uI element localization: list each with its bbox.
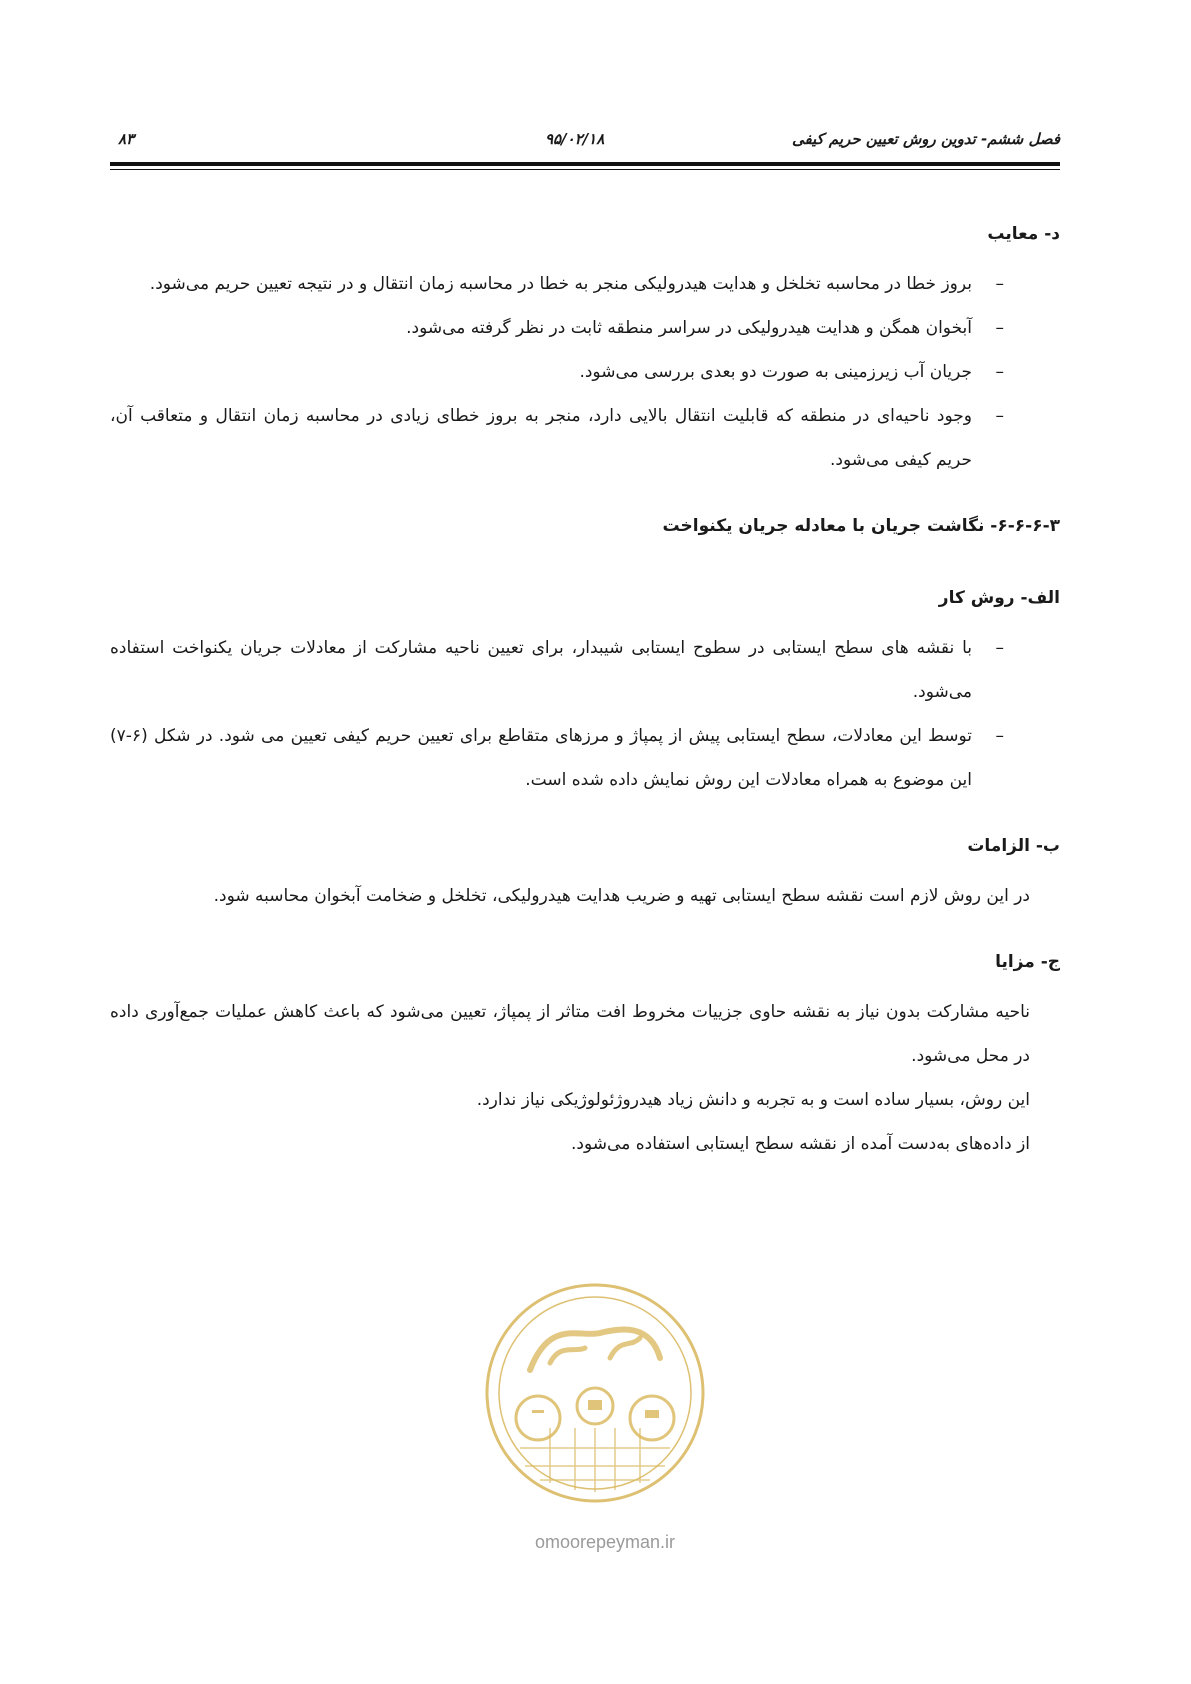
header-rule-thick bbox=[110, 162, 1060, 166]
list-item: – توسط این معادلات، سطح ایستابی پیش از پمپاژ و مرزهای متقاطع برای تعیین حریم کیفی تعیین می شود. در شکل (۶-۷) این موضوع به همراه معادلات این روش نمایش داده شده است. bbox=[110, 714, 1060, 802]
section-heading: الف- روش کار bbox=[938, 588, 1060, 608]
section-heading: ج- مزایا bbox=[995, 952, 1060, 972]
header-date: ۹۵/۰۲/۱۸ bbox=[545, 130, 605, 148]
section-heading: ب- الزامات bbox=[967, 836, 1060, 856]
bullet-list bbox=[110, 262, 1060, 482]
list-item: – وجود ناحیه‌ای در منطقه که قابلیت انتقال بالایی دارد، منجر به بروز خطای زیادی در محاسبه زمان انتقال و متعاقب آن، حریم کیفی می‌شود. bbox=[110, 394, 1060, 482]
bullet-list bbox=[110, 626, 1060, 802]
paragraph: از داده‌های به‌دست آمده از نقشه سطح ایستابی استفاده می‌شود. bbox=[571, 1134, 1030, 1154]
section-method bbox=[110, 576, 1060, 802]
list-item: – با نقشه های سطح ایستابی در سطوح ایستابی شیبدار، برای تعیین ناحیه مشارکت از معادلات جریان یکنواخت استفاده می‌شود. bbox=[110, 626, 1060, 714]
header-rule-thin bbox=[110, 169, 1060, 170]
paragraph: این روش، بسیار ساده است و به تجربه و دانش زیاد هیدروژئولوژیکی نیاز ندارد. bbox=[476, 1090, 1030, 1110]
list-item: – آبخوان همگن و هدایت هیدرولیکی در سراسر منطقه ثابت در نظر گرفته می‌شود. bbox=[110, 306, 1060, 350]
section-requirements bbox=[110, 824, 1060, 918]
watermark-caption: omoorepeyman.ir bbox=[534, 1532, 676, 1552]
subsection-heading: ۶-۶-۶-۳- نگاشت جریان با معادله جریان یکنواخت bbox=[662, 516, 1060, 536]
section-advantages bbox=[110, 940, 1060, 1166]
list-item: – جریان آب زیرزمینی به صورت دو بعدی بررسی می‌شود. bbox=[110, 350, 1060, 394]
paragraph: در این روش لازم است نقشه سطح ایستابی تهیه و ضریب هدایت هیدرولیکی، تخلخل و ضخامت آبخوان محاسبه شود. bbox=[213, 886, 1030, 906]
paragraph: ناحیه مشارکت بدون نیاز به نقشه حاوی جزییات مخروط افت متاثر از پمپاژ، تعیین می‌شود که باعث کاهش عملیات جمع‌آوری داده در محل می‌شود. bbox=[110, 1002, 1030, 1066]
chapter-title: فصل ششم- تدوین روش تعیین حریم کیفی bbox=[791, 130, 1060, 148]
page-header bbox=[110, 130, 1060, 158]
list-item: – بروز خطا در محاسبه تخلخل و هدایت هیدرولیکی منجر به خطا در محاسبه زمان انتقال و در نتیجه تعیین حریم می‌شود. bbox=[110, 262, 1060, 306]
section-disadvantages bbox=[110, 212, 1060, 482]
page-number: ۸۳ bbox=[118, 130, 135, 148]
seal-logo-icon bbox=[480, 1278, 710, 1508]
section-uniform-flow bbox=[110, 504, 1060, 548]
page-body bbox=[110, 212, 1060, 1166]
section-heading: د- معایب bbox=[987, 224, 1060, 244]
